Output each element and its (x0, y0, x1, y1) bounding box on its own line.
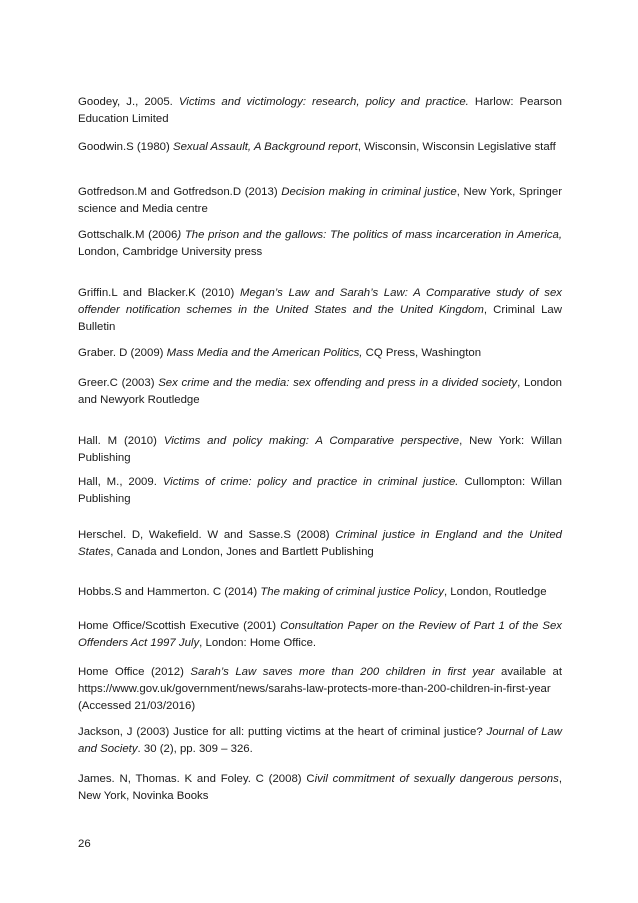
reference-entry (78, 285, 562, 336)
reference-title: ) The prison and the gallows: The politics of mass incarceration in America, (177, 229, 562, 241)
reference-text: Herschel. D, Wakefield. W and Sasse.S (2008) (78, 529, 336, 541)
reference-entry (78, 527, 562, 561)
reference-text: , London: Home Office. (199, 637, 317, 649)
reference-entry (78, 345, 562, 362)
reference-text: Goodey, J., 2005. (78, 96, 179, 108)
reference-entry (78, 474, 562, 508)
reference-text: , New York, Springer science and Media centre (78, 186, 562, 215)
reference-text: , London and Newyork Routledge (78, 377, 563, 406)
reference-title: Mass Media and the American Politics, (166, 347, 363, 359)
reference-text: Harlow: Pearson Education Limited (78, 96, 562, 125)
reference-text: , New York: Willan Publishing (78, 435, 562, 464)
reference-entry (78, 139, 562, 156)
reference-text: . 30 (2), pp. 309 – 326. (137, 743, 253, 755)
reference-text: Jackson, J (2003) Justice for all: putting victims at the heart of criminal justice? (78, 726, 487, 738)
reference-title: Journal of Law and Society (78, 726, 562, 755)
reference-text: Hobbs.S and Hammerton. C (2014) (78, 586, 261, 598)
reference-text: James. N, Thomas. K and Foley. C (2008) C (78, 773, 315, 785)
reference-text: Gotfredson.M and Gotfredson.D (2013) (78, 186, 282, 198)
reference-entry (78, 227, 562, 261)
reference-title: Consultation Paper on the Review of Part 1 of the Sex Offenders Act 1997 July (78, 620, 562, 649)
reference-text: Hall, M., 2009. (78, 476, 163, 488)
reference-title: Decision making in criminal justice (281, 186, 457, 198)
reference-title: ivil commitment of sexually dangerous persons (314, 773, 559, 785)
reference-text: Graber. D (2009) (78, 347, 167, 359)
reference-title: Criminal justice in England and the United States (78, 529, 562, 558)
reference-text: Goodwin.S (1980) (78, 141, 173, 153)
reference-title: Victims and policy making: A Comparative perspective (163, 435, 460, 447)
reference-text: , New York, Novinka Books (78, 773, 562, 802)
reference-entry (78, 94, 562, 128)
reference-entry (78, 771, 562, 805)
reference-text: Greer.C (2003) (78, 377, 159, 389)
reference-title: Megan’s Law and Sarah’s Law: A Comparative study of sex offender notification schemes in the United States and the United Kingdom (78, 287, 562, 316)
reference-text: , Canada and London, Jones and Bartlett Publishing (110, 546, 374, 558)
reference-title: Sexual Assault, A Background report (172, 141, 358, 153)
reference-text: available at https://www.gov.uk/government/news/sarahs-law-protects-more-than-200-children-in-first-year (Accessed 21/03/2016) (78, 666, 562, 712)
reference-text: Gottschalk.M (2006 (78, 229, 178, 241)
reference-text: Home Office (2012) (78, 666, 191, 678)
reference-entry (78, 375, 562, 409)
reference-text: , Criminal Law Bulletin (78, 304, 562, 333)
reference-text: , London, Routledge (443, 586, 547, 598)
reference-text: Home Office/Scottish Executive (2001) (78, 620, 281, 632)
reference-title: Victims and victimology: research, policy and practice. (178, 96, 469, 108)
reference-title: Victims of crime: policy and practice in criminal justice. (162, 476, 459, 488)
reference-entry (78, 618, 562, 652)
reference-title: Sex crime and the media: sex offending and press in a divided society (158, 377, 518, 389)
reference-entry (78, 664, 562, 715)
reference-text: London, Cambridge University press (78, 246, 263, 258)
reference-title: Sarah’s Law saves more than 200 children in first year (190, 666, 495, 678)
reference-text: Griffin.L and Blacker.K (2010) (78, 287, 240, 299)
reference-entry (78, 433, 562, 467)
reference-entry (78, 584, 562, 601)
reference-text: Cullompton: Willan Publishing (78, 476, 563, 505)
reference-entry (78, 184, 562, 218)
reference-text: , Wisconsin, Wisconsin Legislative staff (357, 141, 556, 153)
reference-text: CQ Press, Washington (362, 347, 482, 359)
reference-text: Hall. M (2010) (78, 435, 164, 447)
page-number: 26 (78, 838, 91, 850)
reference-entry (78, 724, 562, 758)
reference-title: The making of criminal justice Policy (260, 586, 444, 598)
